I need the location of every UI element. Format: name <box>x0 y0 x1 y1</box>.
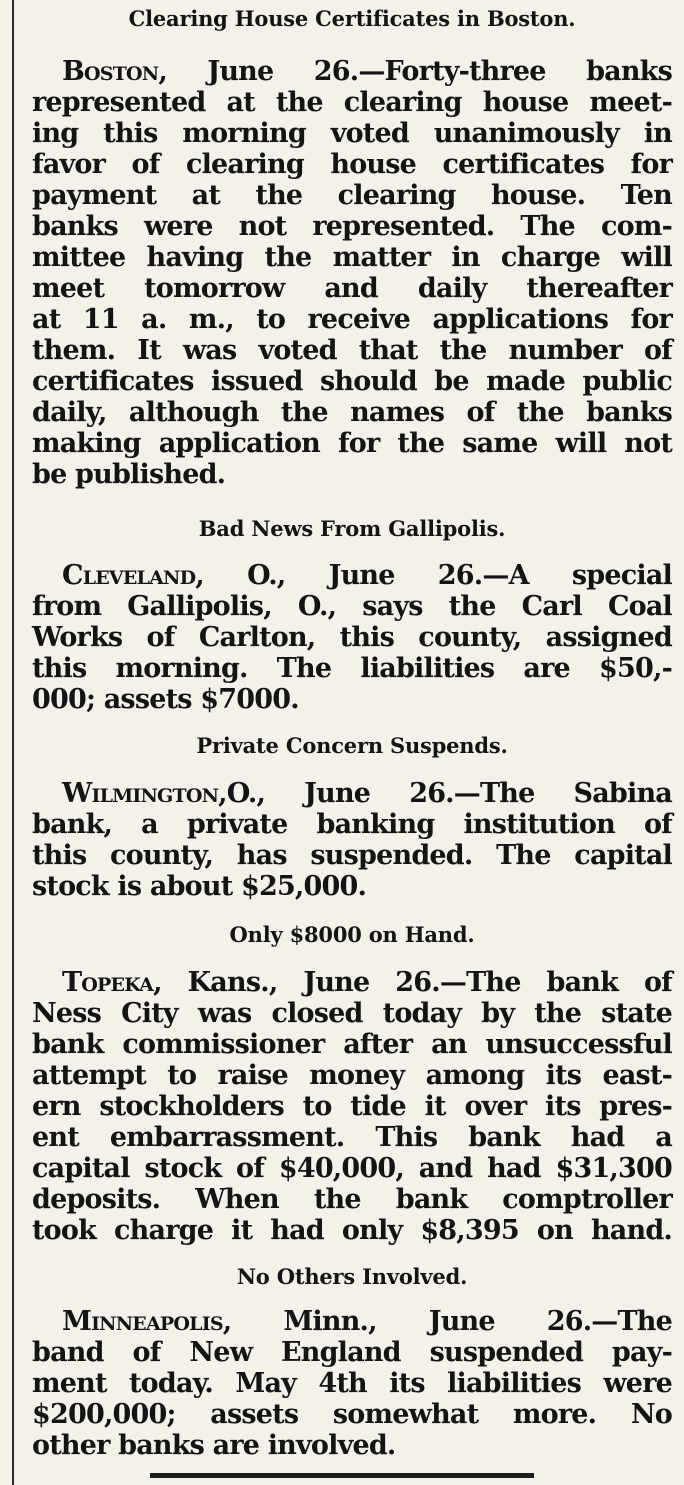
article-line: capital stock of $40,000, and had $31,300 <box>32 1153 672 1184</box>
article-heading: Private Concern Suspends. <box>196 733 508 758</box>
article-line: making application for the same will not <box>32 428 672 459</box>
article-line: certificates issued should be made public <box>32 366 672 397</box>
dateline: Wilmington, <box>62 778 227 809</box>
column-rule <box>12 0 14 1485</box>
article-line: Minneapolis, Minn., June 26.—The <box>62 1306 672 1337</box>
article-line: stock is about $25,000. <box>32 871 367 902</box>
article-line: Ness City was closed today by the state <box>32 998 672 1029</box>
article-line: deposits. When the bank comptroller <box>32 1184 672 1215</box>
article-line: banks were not represented. The com- <box>32 211 672 242</box>
article-line: at 11 a. m., to receive applications for <box>32 304 672 335</box>
article-line: mittee having the matter in charge will <box>32 242 672 273</box>
article-line: 000; assets $7000. <box>32 684 299 715</box>
article-body <box>32 778 672 902</box>
article-heading: Bad News From Gallipolis. <box>198 516 506 541</box>
article-line: meet tomorrow and daily thereafter <box>32 273 672 304</box>
article-line: bank commissioner after an unsuccessful <box>32 1029 672 1060</box>
article-line: them. It was voted that the number of <box>32 335 672 366</box>
article-line: bank, a private banking institution of <box>32 809 672 840</box>
article-body <box>32 560 672 715</box>
article-line: ing this morning voted unanimously in <box>32 118 672 149</box>
article-line: ment today. May 4th its liabilities were <box>32 1368 672 1399</box>
article-line: ern stockholders to tide it over its pres- <box>32 1091 672 1122</box>
article-heading: No Others Involved. <box>236 1264 468 1289</box>
dateline: Minneapolis, <box>62 1306 232 1337</box>
article-line: Works of Carlton, this county, assigned <box>32 622 672 653</box>
dateline: Topeka, <box>62 967 162 998</box>
article-line: ent embarrassment. This bank had a <box>32 1122 672 1153</box>
article-line: from Gallipolis, O., says the Carl Coal <box>32 591 672 622</box>
article-heading: Clearing House Certificates in Boston. <box>128 6 576 31</box>
article-line: Topeka, Kans., June 26.—The bank of <box>62 967 672 998</box>
article-line: be published. <box>32 459 226 490</box>
article-line: favor of clearing house certificates for <box>32 149 672 180</box>
article-line: represented at the clearing house meet- <box>32 87 672 118</box>
dateline: Boston, <box>62 56 167 87</box>
dateline: Cleveland, <box>62 560 204 591</box>
article-body <box>32 1306 672 1461</box>
article-line: took charge it had only $8,395 on hand. <box>32 1215 672 1246</box>
article-line: Boston, June 26.—Forty-three banks <box>62 56 672 87</box>
article-line: this county, has suspended. The capital <box>32 840 672 871</box>
article-line: this morning. The liabilities are $50,- <box>32 653 672 684</box>
article-line: Wilmington,O., June 26.—The Sabina <box>62 778 672 809</box>
article-line: $200,000; assets somewhat more. No <box>32 1399 672 1430</box>
article-line: other banks are involved. <box>32 1430 396 1461</box>
article-line: attempt to raise money among its east- <box>32 1060 672 1091</box>
article-line: payment at the clearing house. Ten <box>32 180 672 211</box>
article-body <box>32 967 672 1246</box>
article-line: daily, although the names of the banks <box>32 397 672 428</box>
article-line: Cleveland, O., June 26.—A special <box>62 560 672 591</box>
article-line: band of New England suspended pay- <box>32 1337 672 1368</box>
section-divider <box>150 1473 534 1478</box>
article-heading: Only $8000 on Hand. <box>229 922 475 947</box>
article-body <box>32 56 672 490</box>
